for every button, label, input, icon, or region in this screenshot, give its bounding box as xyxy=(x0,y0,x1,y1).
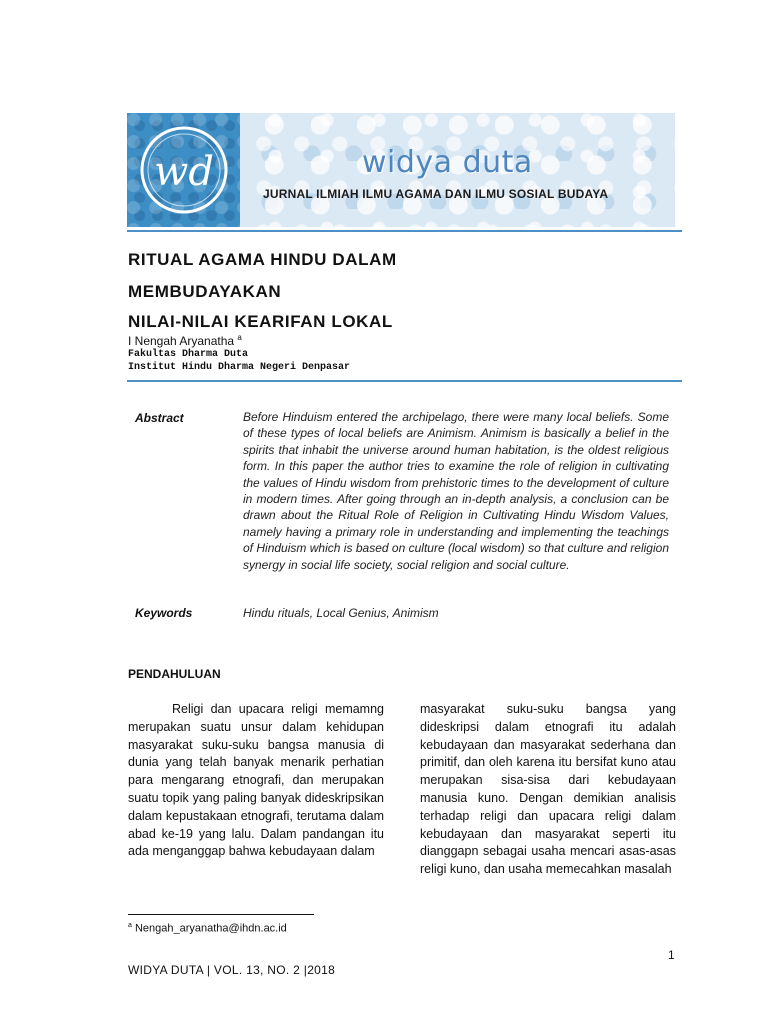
author-line xyxy=(128,333,242,348)
journal-name: widya duta xyxy=(362,145,533,180)
keywords-text: Hindu rituals, Local Genius, Animism xyxy=(243,606,439,620)
footnote-email: Nengah_aryanatha@ihdn.ac.id xyxy=(134,922,287,935)
article-title-line-3: NILAI-NILAI KEARIFAN LOKAL xyxy=(128,312,393,331)
affiliation-faculty: Fakultas Dharma Duta xyxy=(128,349,249,360)
affiliation-institute: Institut Hindu Dharma Negeri Denpasar xyxy=(128,362,351,373)
abstract-text: Before Hinduism entered the archipelago, there were many local beliefs. Some of these types of local beliefs are Animism. Animism is basically a belief in the spirits that inhabit the universe around human habitation, is the oldest religious form. In this paper the author tries to examine the role of religion in cultivating the values of Hindu wisdom from prehistoric times to the development of culture in modern times. After going through an in-depth analysis, a conclusion can be drawn about the Ritual Role of Religion in Cultivating Hindu Wisdom Values, namely having a primary role in understanding and implementing the teachings of Hinduism which is based on culture (local wisdom) so that culture and religion synergy in social life society, social religion and social culture. xyxy=(243,410,669,572)
title-divider xyxy=(127,380,682,382)
footnote xyxy=(128,922,287,935)
page-number: 1 xyxy=(668,948,675,962)
abstract-label: Abstract xyxy=(135,411,184,425)
body-column-right: masyarakat suku-suku bangsa yang dideskripsi dalam etnografi itu adalah kebudayaan dan masyarakat sederhana dan primitif, dan oleh karena itu bersifat kuno atau merupakan sisa-sisa dari kebudayaan manusia kuno. Dengan demikian analisis terhadap religi dan upacara religi dalam kebudayaan dan masyarakat seperti itu dianggapn sebagai usaha mencari asas-asas religi kuno, dan usaha memecahkan masalah xyxy=(420,702,676,877)
footnote-mark: a xyxy=(128,922,132,929)
body-column-left: Religi dan upacara religi memamng merupakan suatu unsur dalam kehidupan masyarakat suku-suku bangsa manusia di dunia yang telah banyak menarik perhatian para mengarang etnografi, dan merupakan suatu topik yang paling banyak dideskripsikan dalam kepustakaan etnografi, terutama dalam abad ke-19 yang lalu. Dalam pandangan itu ada menganggap bahwa kebudayaan dalam xyxy=(128,702,384,859)
author-mark: a xyxy=(237,333,242,342)
footnote-divider xyxy=(128,914,314,915)
keywords-label: Keywords xyxy=(135,606,193,620)
journal-subtitle: JURNAL ILMIAH ILMU AGAMA DAN ILMU SOSIAL BUDAYA xyxy=(263,187,609,201)
running-footer: WIDYA DUTA | VOL. 13, NO. 2 |2018 xyxy=(128,963,336,977)
journal-logo-emblem-icon xyxy=(127,113,240,227)
author-name: I Nengah Aryanatha xyxy=(128,334,235,348)
article-title-line-1: RITUAL AGAMA HINDU DALAM xyxy=(128,250,397,269)
logo-monogram: wd xyxy=(154,149,214,195)
header-divider xyxy=(127,230,682,232)
section-heading: PENDAHULUAN xyxy=(128,667,221,681)
article-title-line-2: MEMBUDAYAKAN xyxy=(128,282,282,301)
